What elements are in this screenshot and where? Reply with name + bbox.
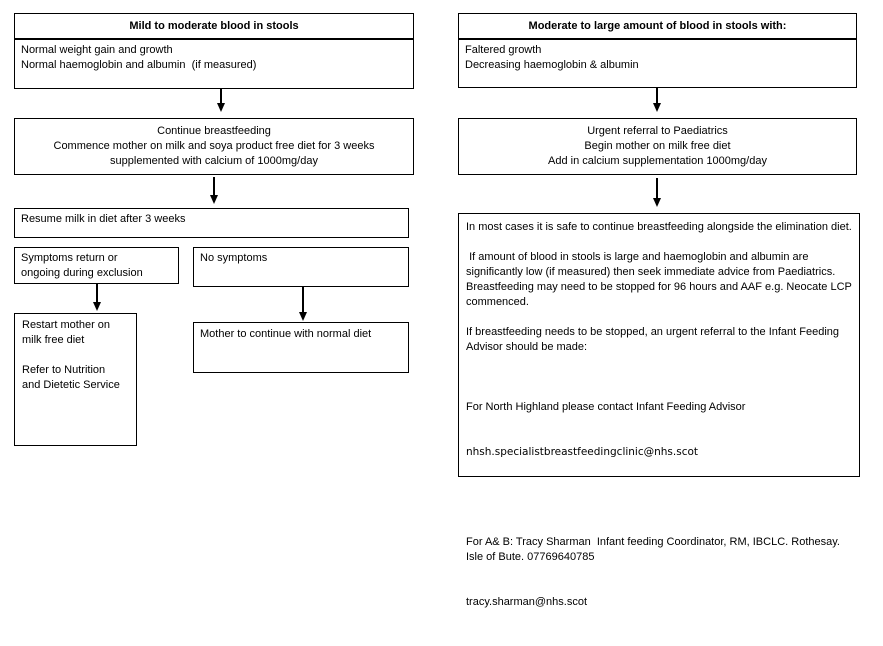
- moderate-large-header-title: Moderate to large amount of blood in stools with:: [528, 19, 787, 32]
- breastfeeding-guidance-box: [458, 213, 860, 608]
- criteria-line-decreasing-haemoglobin: Decreasing haemoglobin & albumin: [465, 59, 639, 71]
- north-highland-email: nhsh.specialistbreastfeedingclinic@nhs.scot: [466, 446, 699, 458]
- down-arrow-icon: [217, 89, 225, 112]
- continue-breastfeeding-box: [14, 118, 414, 175]
- down-arrow-icon: [210, 177, 218, 204]
- tracy-sharman-email: tracy.sharman@nhs.scot: [466, 596, 588, 608]
- guidance-paragraph-safe-continue: In most cases it is safe to continue breastfeeding alongside the elimination diet.: [466, 221, 852, 233]
- action-line-calcium-supplementation: Add in calcium supplementation 1000mg/day: [548, 155, 767, 167]
- down-arrow-icon: [93, 284, 101, 311]
- mild-moderate-header-box: [14, 13, 414, 39]
- criteria-line-faltered-growth: Faltered growth: [465, 44, 542, 56]
- restart-milk-free-diet-box: [14, 313, 137, 446]
- symptoms-return-line1: Symptoms return or: [21, 252, 118, 264]
- action-line-commence-diet: Commence mother on milk and soya product free diet for 3 weeks: [53, 140, 375, 152]
- mild-moderate-criteria-box: [14, 39, 414, 89]
- criteria-line-haemoglobin: Normal haemoglobin and albumin (if measured): [21, 59, 257, 71]
- contact-tracy-sharman-block: [466, 505, 852, 640]
- down-arrow-icon: [653, 178, 661, 207]
- urgent-referral-box: [458, 118, 857, 175]
- restart-diet-text: Restart mother on milk free diet: [22, 319, 114, 346]
- contact-tracy-sharman-text: For A& B: Tracy Sharman Infant feeding Coordinator, RM, IBCLC. Rothesay. Isle of Bute. 07769640785: [466, 536, 844, 563]
- down-arrow-icon: [299, 287, 307, 321]
- moderate-large-header-box: [458, 13, 857, 39]
- criteria-line-weight-gain: Normal weight gain and growth: [21, 44, 173, 56]
- action-line-urgent-referral: Urgent referral to Paediatrics: [587, 125, 728, 137]
- resume-milk-text: Resume milk in diet after 3 weeks: [21, 213, 186, 225]
- moderate-large-criteria-box: [458, 39, 857, 88]
- refer-nutrition-text: Refer to Nutrition and Dietetic Service: [22, 364, 120, 391]
- no-symptoms-box: [193, 247, 409, 287]
- down-arrow-icon: [653, 88, 661, 112]
- contact-north-highland-text: For North Highland please contact Infant Feeding Advisor: [466, 401, 746, 413]
- action-line-milk-free-diet: Begin mother on milk free diet: [584, 140, 731, 152]
- resume-milk-box: [14, 208, 409, 238]
- no-symptoms-text: No symptoms: [200, 252, 268, 264]
- action-line-continue-breastfeeding: Continue breastfeeding: [157, 125, 271, 137]
- contact-north-highland-block: [466, 370, 852, 490]
- symptoms-return-box: [14, 247, 179, 284]
- symptoms-return-line2: ongoing during exclusion: [21, 267, 143, 279]
- mild-moderate-header-title: Mild to moderate blood in stools: [129, 19, 299, 32]
- guidance-paragraph-large-blood: If amount of blood in stools is large and haemoglobin and albumin are significantly low (if measured) then seek immediate advice from Paediatrics. Breastfeeding may need to be stopped for 96 hours and AAF e.g. Neocate LCP commenced.: [466, 251, 855, 308]
- normal-diet-box: [193, 322, 409, 373]
- normal-diet-text: Mother to continue with normal diet: [200, 328, 372, 340]
- guidance-paragraph-urgent-referral: If breastfeeding needs to be stopped, an urgent referral to the Infant Feeding Advisor should be made:: [466, 326, 842, 353]
- action-line-calcium: supplemented with calcium of 1000mg/day: [110, 155, 318, 167]
